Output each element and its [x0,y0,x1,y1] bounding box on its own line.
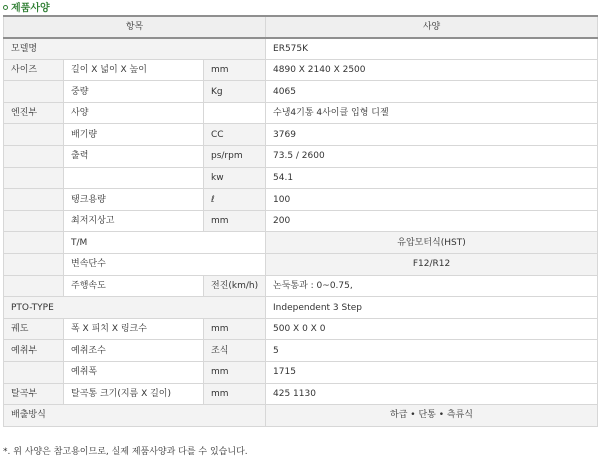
row-unit: kw [204,167,266,189]
table-row [4,340,598,362]
row-item: 사양 [64,102,204,124]
row-category [4,167,64,189]
row-item: 탱크용량 [64,189,204,211]
table-row [4,189,598,211]
row-category: 배출방식 [4,405,266,427]
row-item [64,167,204,189]
row-value: 수냉4기통 4사이클 입형 디젤 [266,102,598,124]
row-category: 궤도 [4,318,64,340]
row-category: 예취부 [4,340,64,362]
row-value: 100 [266,189,598,211]
row-item: 주행속도 [64,275,204,297]
row-unit: mm [204,362,266,384]
row-item: 최저지상고 [64,210,204,232]
row-value: 4065 [266,81,598,103]
row-category [4,254,64,276]
row-category: 사이즈 [4,59,64,81]
table-row [4,38,598,60]
row-category: 탈곡부 [4,383,64,405]
row-value: ER575K [266,38,598,60]
row-value: 하급 • 단통 • 측류식 [266,405,598,427]
row-value: F12/R12 [266,254,598,276]
row-unit [204,102,266,124]
row-category: 엔진부 [4,102,64,124]
row-value: 500 X 0 X 0 [266,318,598,340]
row-category: 모델명 [4,38,266,60]
table-row [4,254,598,276]
row-item: 폭 X 피치 X 링크수 [64,318,204,340]
row-category [4,146,64,168]
row-value: 73.5 / 2600 [266,146,598,168]
row-value: 3769 [266,124,598,146]
table-header-row [4,16,598,38]
table-row [4,275,598,297]
section-title [3,2,50,16]
spec-table [3,15,598,427]
row-item: 중량 [64,81,204,103]
row-category [4,124,64,146]
row-value: 200 [266,210,598,232]
row-item: T/M [64,232,266,254]
row-value: 425 1130 [266,383,598,405]
row-category [4,189,64,211]
row-item: 예취조수 [64,340,204,362]
row-unit: CC [204,124,266,146]
row-value: 유압모터식(HST) [266,232,598,254]
row-unit: mm [204,318,266,340]
table-row [4,81,598,103]
row-item: 출력 [64,146,204,168]
row-category: PTO-TYPE [4,297,266,319]
row-unit: mm [204,383,266,405]
row-value: 5 [266,340,598,362]
table-row [4,318,598,340]
row-value: 54.1 [266,167,598,189]
row-unit: 전진(km/h) [204,275,266,297]
table-row [4,102,598,124]
row-item: 예취폭 [64,362,204,384]
footnote: *. 위 사양은 참고용이므로, 실제 제품사양과 다를 수 있습니다. [3,447,248,457]
row-item: 길이 X 넓이 X 높이 [64,59,204,81]
table-row [4,124,598,146]
row-unit: mm [204,210,266,232]
row-category [4,210,64,232]
row-value: 논둑통과 : 0~0.75, [266,275,598,297]
row-unit: mm [204,59,266,81]
row-category [4,81,64,103]
row-unit: 조식 [204,340,266,362]
table-row [4,232,598,254]
row-value: 4890 X 2140 X 2500 [266,59,598,81]
table-row [4,146,598,168]
table-row [4,383,598,405]
circle-bullet-icon [3,5,8,10]
table-row [4,59,598,81]
row-item: 배기량 [64,124,204,146]
row-item: 변속단수 [64,254,266,276]
row-unit: ps/rpm [204,146,266,168]
row-value: Independent 3 Step [266,297,598,319]
header-item: 항목 [4,16,266,38]
row-unit: Kg [204,81,266,103]
table-row [4,210,598,232]
row-category [4,275,64,297]
header-spec: 사양 [266,16,598,38]
row-category [4,362,64,384]
row-value: 1715 [266,362,598,384]
row-category [4,232,64,254]
row-unit: ℓ [204,189,266,211]
table-row [4,297,598,319]
table-row [4,167,598,189]
row-item: 탈곡통 크기(지름 X 길이) [64,383,204,405]
table-row [4,405,598,427]
table-row [4,362,598,384]
section-title-text: 제품사양 [11,3,50,14]
